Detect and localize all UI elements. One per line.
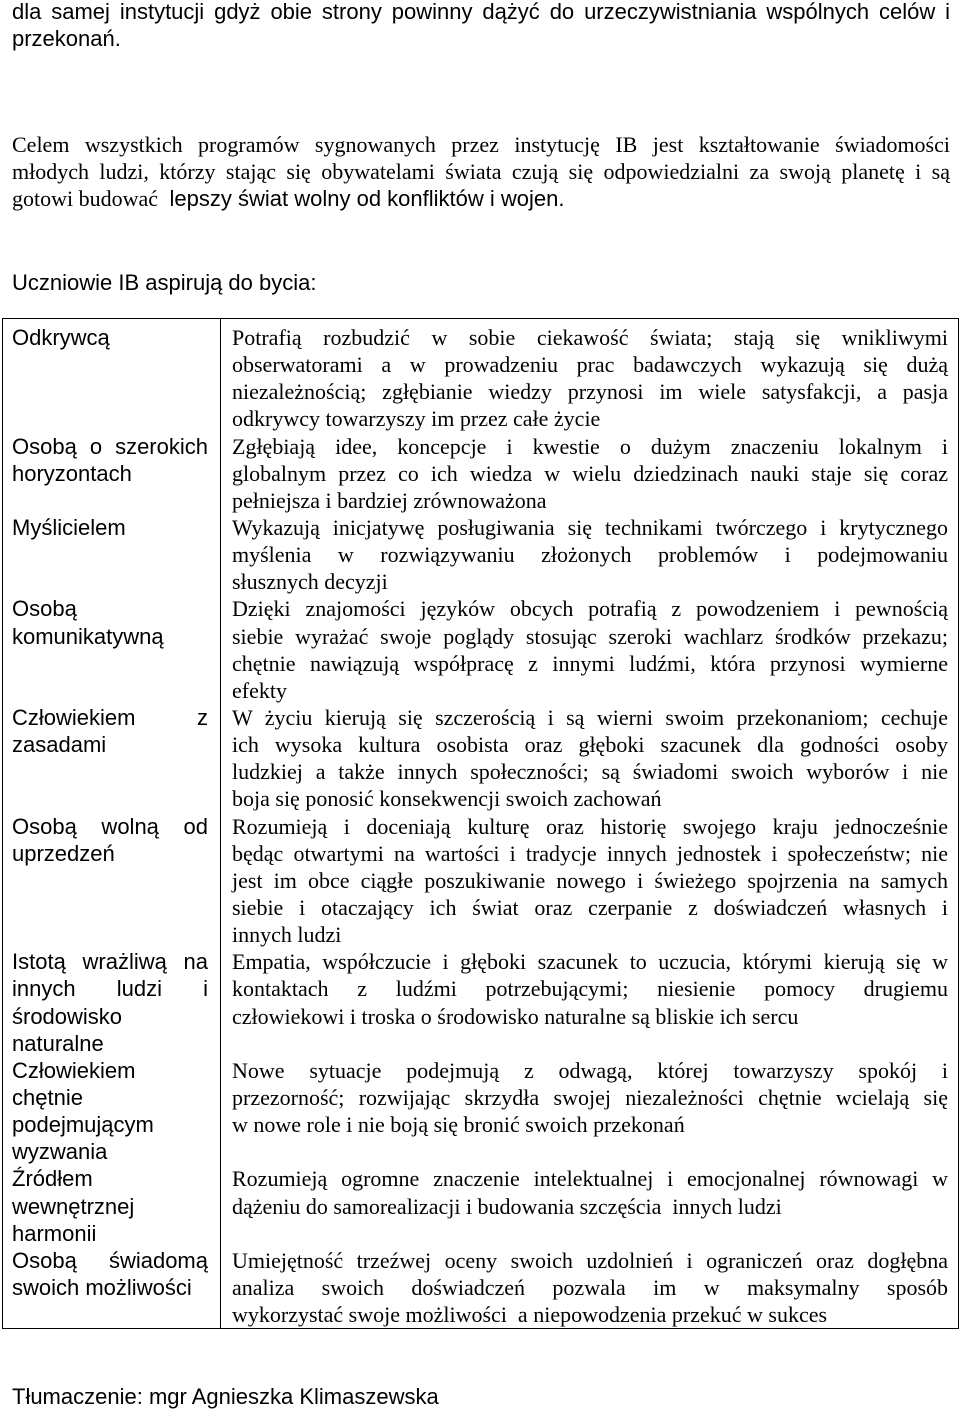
- description-line: człowiekowi i troska o środowisko naturalne są bliskie ich sercu: [232, 1003, 799, 1029]
- attribute-line: Człowiekiem: [12, 1057, 136, 1083]
- mission-paragraph: [12, 131, 950, 212]
- table-row: [3, 324, 958, 433]
- description-cell: [220, 948, 958, 1057]
- attribute-cell: [3, 1057, 220, 1166]
- description-cell: [220, 324, 958, 433]
- description-line: Nowe sytuacje podejmują z odwagą, której towarzyszy spokój i: [232, 1057, 948, 1083]
- description-line: siebie i otaczający ich świat oraz czerpanie z doświadczeń własnych i: [232, 894, 948, 920]
- description-line: Empatia, współczucie i głęboki szacunek to uczucia, którymi kierują się w: [232, 949, 948, 975]
- attribute-line: komunikatywną: [12, 623, 164, 649]
- attribute-line: Osobą: [12, 596, 77, 622]
- description-line: efekty: [232, 677, 287, 703]
- attribute-line: zasadami: [12, 732, 107, 758]
- description-line: W życiu kierują się szczerością i są wierni swoim przekonaniom; cechuje: [232, 704, 948, 730]
- attribute-line: chętnie: [12, 1084, 83, 1110]
- description-cell: [220, 1057, 958, 1166]
- table-row: [3, 433, 958, 514]
- attribute-line: Osobą świadomą: [12, 1247, 208, 1273]
- description-line: Rozumieją ogromne znaczenie intelektualnej i emocjonalnej równowagi w: [232, 1166, 948, 1192]
- table-row: [3, 514, 958, 595]
- description-cell: [220, 433, 958, 514]
- description-line: słusznych decyzji: [232, 569, 388, 595]
- learner-profile-table: [2, 318, 959, 1329]
- attribute-cell: [3, 514, 220, 595]
- description-line: boja się ponosić konsekwencji swoich zachowań: [232, 786, 662, 812]
- description-line: ludzkiej a także innych społeczności; są świadomi swoich wyborów i nie: [232, 759, 948, 785]
- description-cell: [220, 514, 958, 595]
- attribute-cell: [3, 704, 220, 813]
- description-cell: [220, 595, 958, 704]
- description-line: obserwatorami a w prowadzeniu prac badawczych wykazują się dużą: [232, 352, 948, 378]
- table-row: [3, 704, 958, 813]
- description-line: wykorzystać swoje możliwości a niepowodzenia przekuć w sukces: [232, 1302, 828, 1328]
- description-line: ich wysoka kultura osobista oraz głęboki szacunek dla godności osoby: [232, 732, 948, 758]
- description-line: będąc otwartymi na wartości i tradycje innych jednostek i społeczeństw; nie: [232, 840, 948, 866]
- intro-paragraph: [12, 0, 950, 52]
- table-row: [3, 1247, 958, 1328]
- attribute-line: uprzedzeń: [12, 840, 115, 866]
- attribute-line: Odkrywcą: [12, 325, 110, 350]
- attribute-line: Istotą wrażliwą na: [12, 949, 208, 975]
- table-row: [3, 813, 958, 949]
- attribute-cell: [3, 324, 220, 433]
- description-line: Zgłębiają idee, koncepcje i kwestie o dużym znaczeniu lokalnym i: [232, 433, 948, 459]
- attribute-cell: [3, 813, 220, 949]
- description-line: kontaktach z ludźmi potrzebującymi; niesienie pomocy drugiemu: [232, 976, 948, 1002]
- table-row: [3, 948, 958, 1057]
- attribute-cell: [3, 433, 220, 514]
- description-cell: [220, 813, 958, 949]
- credit-text: Tłumaczenie: mgr Agnieszka Klimaszewska: [12, 1384, 439, 1409]
- table-row: [3, 1165, 958, 1246]
- attribute-line: swoich możliwości: [12, 1274, 192, 1300]
- attribute-line: innych ludzi i: [12, 976, 208, 1002]
- description-line: innych ludzi: [232, 922, 342, 948]
- table-row: [3, 595, 958, 704]
- learner-profile-heading: [12, 269, 950, 296]
- attribute-cell: [3, 948, 220, 1057]
- paragraph-segment: lepszy świat wolny od konfliktów i wojen.: [169, 186, 565, 212]
- description-cell: [220, 1165, 958, 1246]
- attribute-line: Źródłem: [12, 1166, 93, 1192]
- paragraph-line: przekonań.: [12, 26, 121, 52]
- paragraph-line: dla samej instytucji gdyż obie strony powinny dążyć do urzeczywistniania wspólnych celów i: [12, 0, 950, 24]
- description-line: pełniejsza i bardziej zrównoważona: [232, 487, 547, 513]
- attribute-line: wewnętrznej: [12, 1193, 135, 1219]
- paragraph-segment: gotowi budować: [12, 186, 159, 212]
- attribute-line: wyzwania: [12, 1139, 108, 1165]
- description-line: Umiejętność trzeźwej oceny swoich uzdolnień i ograniczeń oraz dogłębna: [232, 1247, 948, 1273]
- paragraph-line: Celem wszystkich programów sygnowanych przez instytucję IB jest kształtowanie świadomości: [12, 132, 950, 157]
- attribute-line: Osobą wolną od: [12, 813, 208, 839]
- translator-credit: [12, 1383, 950, 1410]
- description-line: chętnie nawiązują współpracę z innymi ludźmi, która przynosi wymierne: [232, 650, 948, 676]
- description-line: Dzięki znajomości języków obcych potrafią z powodzeniem i pewnością: [232, 596, 948, 622]
- attribute-line: harmonii: [12, 1220, 97, 1246]
- description-line: Rozumieją i doceniają kulturę oraz historię swojego kraju jednocześnie: [232, 813, 948, 839]
- description-line: Wykazują inicjatywę posługiwania się technikami twórczego i krytycznego: [232, 514, 948, 540]
- description-line: analiza swoich doświadczeń pozwala im w maksymalny sposób: [232, 1274, 948, 1300]
- attribute-line: podejmującym: [12, 1112, 154, 1138]
- description-line: jest im obce ciągłe poszukiwanie nowego i świeżego spojrzenia na samych: [232, 867, 948, 893]
- description-line: dążeniu do samorealizacji i budowania szczęścia innych ludzi: [232, 1193, 782, 1219]
- attribute-line: środowisko: [12, 1003, 123, 1029]
- description-cell: [220, 704, 958, 813]
- description-line: przezorność; rozwijając skrzydła swojej niezależności chętnie wcielają się: [232, 1084, 948, 1110]
- attribute-cell: [3, 1165, 220, 1246]
- attribute-line: naturalne: [12, 1030, 104, 1056]
- column-divider: [220, 319, 221, 1328]
- attribute-cell: [3, 1247, 220, 1328]
- description-line: odkrywcy towarzyszy im przez całe życie: [232, 406, 601, 432]
- description-line: w nowe role i nie boją się bronić swoich przekonań: [232, 1112, 685, 1138]
- description-line: myślenia w rozwiązywaniu złożonych problemów i podejmowaniu: [232, 542, 948, 568]
- table-row: [3, 1057, 958, 1166]
- attribute-line: Myślicielem: [12, 514, 126, 540]
- paragraph-line: [12, 185, 950, 212]
- description-line: siebie wyrażać swoje poglądy stosując szeroki wachlarz środków przekazu;: [232, 623, 948, 649]
- description-cell: [220, 1247, 958, 1328]
- attribute-cell: [3, 595, 220, 704]
- attribute-line: Osobą o szerokich: [12, 433, 208, 459]
- attribute-line: horyzontach: [12, 460, 132, 486]
- paragraph-line: młodych ludzi, którzy stając się obywatelami świata czują się odpowiedzialni za swoją planetę i są: [12, 159, 950, 185]
- attribute-line: Człowiekiem z: [12, 704, 208, 730]
- description-line: Potrafią rozbudzić w sobie ciekawość świata; stają się wnikliwymi: [232, 325, 948, 350]
- description-line: niezależnością; zgłębianie wiedzy przynosi im wiele satysfakcji, a pasja: [232, 379, 948, 405]
- description-line: globalnym przez co ich wiedza w wielu dziedzinach nauki staje się coraz: [232, 460, 948, 486]
- heading-text: Uczniowie IB aspirują do bycia:: [12, 270, 317, 295]
